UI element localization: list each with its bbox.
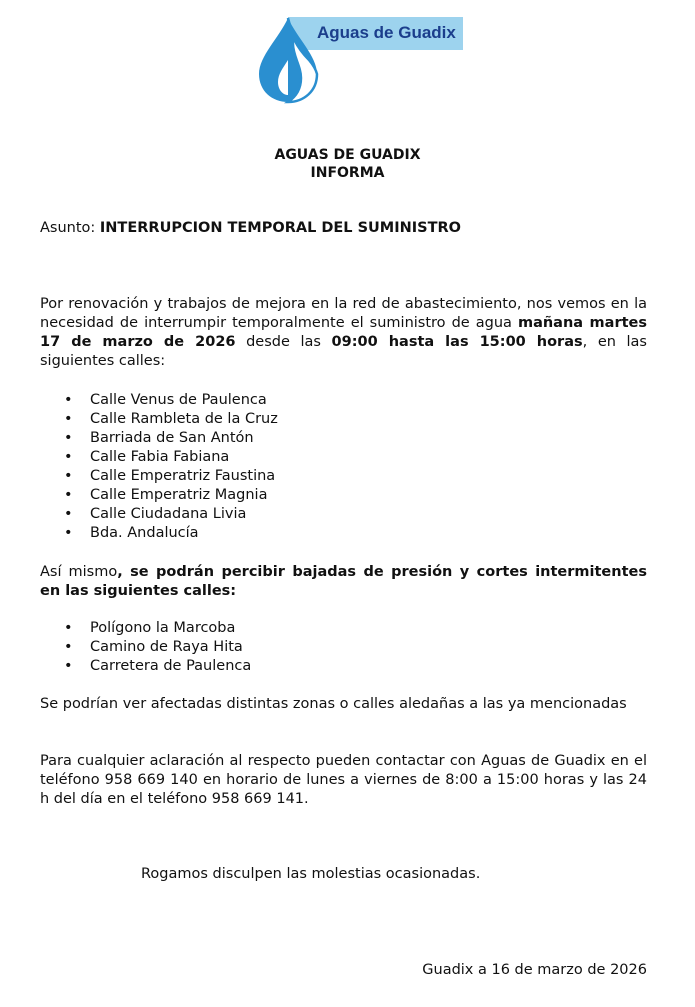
street-name: Bda. Andalucía [90,525,199,541]
pressure-street-list [40,619,251,676]
bullet-icon: • [64,468,73,484]
street-name: Calle Emperatriz Magnia [90,487,268,503]
bullet-icon: • [64,639,73,655]
subject-value: INTERRUPCION TEMPORAL DEL SUMINISTRO [99,220,461,236]
bullet-icon: • [64,620,73,636]
list-item [40,657,251,676]
bullet-icon: • [64,487,73,503]
street-name: Calle Emperatriz Faustina [90,468,276,484]
bullet-icon: • [64,525,73,541]
list-item [40,448,278,467]
bullet-icon: • [64,506,73,522]
interruption-street-list [40,391,278,543]
logo-brand-name: Aguas de Guadix [317,23,456,42]
street-name: Camino de Raya Hita [90,639,243,655]
pressure-paragraph [40,563,647,601]
signature-date: Guadix a 16 de marzo de 2026 [422,962,647,978]
interruption-time: 09:00 hasta las 15:00 horas [331,334,583,350]
list-item [40,524,278,543]
list-item [40,429,278,448]
bullet-icon: • [64,658,73,674]
contact-paragraph: Para cualquier aclaración al respecto pueden contactar con Aguas de Guadix en el teléfono 958 669 140 en horario de lunes a viernes de 8:00 a 15:00 horas y las 24 h del día en el teléfono 958 669 141. [40,753,647,807]
list-item [40,467,278,486]
list-item [40,638,251,657]
bullet-icon: • [64,411,73,427]
water-drop-icon [257,16,321,104]
subject-label: Asunto: [40,220,96,236]
street-name: Calle Ciudadana Livia [90,506,247,522]
pressure-text-2: , se podrán percibir bajadas de presión y cortes intermitentes en las siguientes calles: [40,564,647,599]
street-name: Calle Venus de Paulenca [90,392,267,408]
intro-text-3: , en las siguientes calles: [40,334,647,369]
header-title: AGUAS DE GUADIX [274,147,421,163]
street-name: Barriada de San Antón [90,430,254,446]
street-name: Polígono la Marcoba [90,620,236,636]
list-item [40,505,278,524]
list-item [40,486,278,505]
company-logo [257,16,467,104]
street-name: Calle Fabia Fabiana [90,449,230,465]
street-name: Calle Rambleta de la Cruz [90,411,278,427]
interruption-date: mañana martes 17 de marzo de 2026 [40,315,647,350]
header-subtitle: INFORMA [310,165,385,181]
street-name: Carretera de Paulenca [90,658,252,674]
pressure-text-1: Así mismo [40,564,118,580]
bullet-icon: • [64,430,73,446]
list-item [40,391,278,410]
list-item [40,619,251,638]
intro-text-1: Por renovación y trabajos de mejora en la red de abastecimiento, nos vemos en la necesidad de interrumpir temporalmente el suministro de agua [40,296,647,331]
bullet-icon: • [64,449,73,465]
bullet-icon: • [64,392,73,408]
intro-paragraph [40,295,647,371]
apology-line: Rogamos disculpen las molestias ocasionadas. [141,866,481,882]
list-item [40,410,278,429]
subject-line [40,220,461,236]
affected-areas-note: Se podrían ver afectadas distintas zonas o calles aledañas a las ya mencionadas [40,696,627,712]
intro-text-2: desde las [235,334,332,350]
